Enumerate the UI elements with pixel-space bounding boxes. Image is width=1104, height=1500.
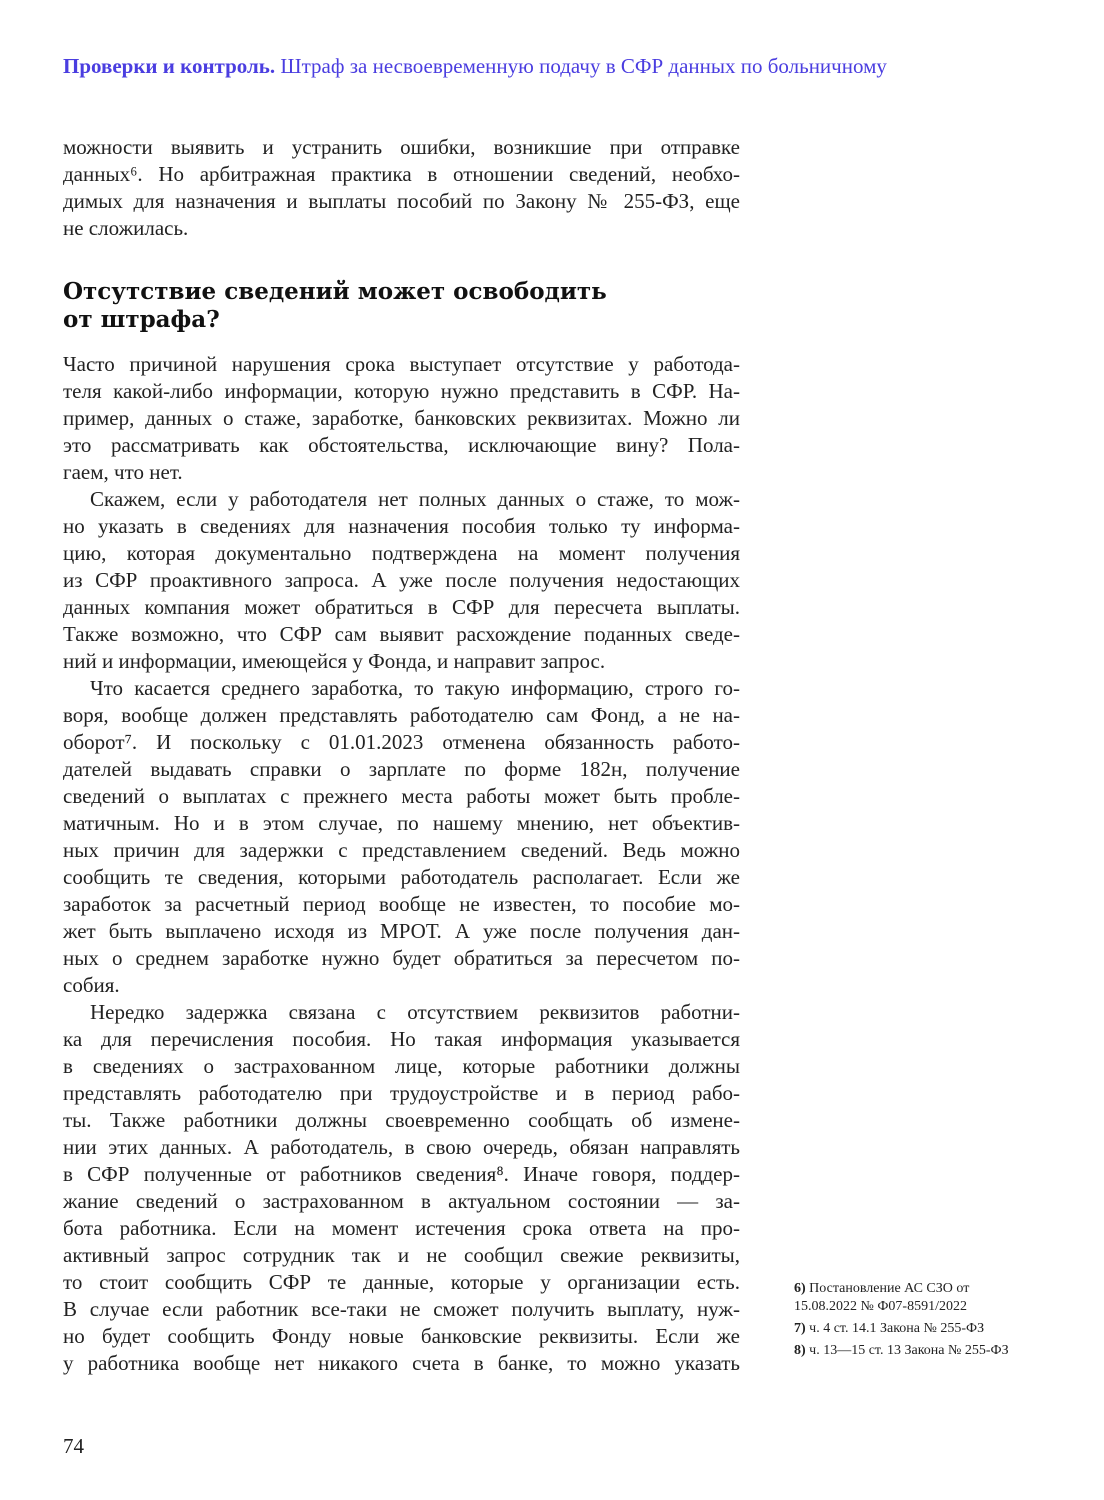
header-title: Штраф за несвоевременную подачу в СФР данных по больничному xyxy=(280,54,887,78)
text-line: но будет сообщить Фонду новые банковские реквизиты. Если же xyxy=(63,1324,740,1348)
paragraph xyxy=(63,675,740,999)
paragraph xyxy=(63,351,740,486)
text-line: активный запрос сотрудник так и не сообщил свежие реквизиты, xyxy=(63,1243,740,1267)
text-line: сообщить те сведения, которыми работодатель располагает. Если же xyxy=(63,865,740,889)
text-line: ных причин для задержки с представлением сведений. Ведь можно xyxy=(63,838,740,862)
text-line: данных компания может обратиться в СФР для пересчета выплаты. xyxy=(63,595,740,619)
text-line: нии этих данных. А работодатель, в свою очередь, обязан направлять xyxy=(63,1135,740,1159)
heading-line: Отсутствие сведений может освободить xyxy=(63,278,607,305)
text-line: Что касается среднего заработка, то такую информацию, строго го- xyxy=(90,676,740,700)
text-line: Часто причиной нарушения срока выступает отсутствие у работода- xyxy=(63,352,740,376)
text-line: но указать в сведениях для назначения пособия только ту информа- xyxy=(63,514,740,538)
text-line: гаем, что нет. xyxy=(63,460,183,484)
paragraph xyxy=(63,486,740,675)
text-line: ных о среднем заработке нужно будет обратиться за пересчетом по- xyxy=(63,946,740,970)
body-text xyxy=(63,351,740,1377)
footnote-text: ч. 13—15 ст. 13 Закона № 255-ФЗ xyxy=(809,1343,1009,1358)
text-line: собия. xyxy=(63,973,120,997)
text-line: сведений о выплатах с прежнего места работы может быть пробле- xyxy=(63,784,740,808)
text-line: цию, которая документально подтверждена на момент получения xyxy=(63,541,740,565)
footnotes xyxy=(794,1280,1034,1364)
text-line: ний и информации, имеющейся у Фонда, и направит запрос. xyxy=(63,649,606,673)
text-line: матичным. Но и в этом случае, по нашему мнению, нет объектив- xyxy=(63,811,740,835)
text-line: заработок за расчетный период вообще не известен, то пособие мо- xyxy=(63,892,740,916)
text-line: оборот⁷. И поскольку с 01.01.2023 отменена обязанность работо- xyxy=(63,730,740,754)
footnote-text: ч. 4 ст. 14.1 Закона № 255-ФЗ xyxy=(809,1321,985,1336)
paragraph xyxy=(63,999,740,1377)
text-line: Нередко задержка связана с отсутствием реквизитов работни- xyxy=(90,1000,740,1024)
text-line: димых для назначения и выплаты пособий по Закону № 255-ФЗ, еще xyxy=(63,189,740,213)
footnote-number: 7) xyxy=(794,1321,810,1336)
text-line: теля какой-либо информации, которую нужно представить в СФР. На- xyxy=(63,379,740,403)
text-line: бота работника. Если на момент истечения срока ответа на про- xyxy=(63,1216,740,1240)
text-line: из СФР проактивного запроса. А уже после получения недостающих xyxy=(63,568,740,592)
footnote xyxy=(794,1342,1034,1360)
text-line: то стоит сообщить СФР те данные, которые у организации есть. xyxy=(63,1270,740,1294)
text-line: пример, данных о стаже, заработке, банковских реквизитах. Можно ли xyxy=(63,406,740,430)
footnote xyxy=(794,1320,1034,1338)
section-heading xyxy=(63,278,740,334)
text-line: жет быть выплачено исходя из МРОТ. А уже после получения дан- xyxy=(63,919,740,943)
text-line: Скажем, если у работодателя нет полных данных о стаже, то мож- xyxy=(90,487,740,511)
text-line: В случае если работник все-таки не сможет получить выплату, нуж- xyxy=(63,1297,740,1321)
text-line: это рассматривать как обстоятельства, исключающие вину? Пола- xyxy=(63,433,740,457)
running-header xyxy=(63,54,887,79)
page-number: 74 xyxy=(63,1434,84,1458)
text-line: в сведениях о застрахованном лице, которые работники должны xyxy=(63,1054,740,1078)
footnote-number: 8) xyxy=(794,1343,810,1358)
text-line: жание сведений о застрахованном в актуальном состоянии — за- xyxy=(63,1189,740,1213)
text-line: дателей выдавать справки о зарплате по форме 182н, получение xyxy=(63,757,740,781)
intro-paragraph xyxy=(63,134,740,242)
text-line: у работника вообще нет никакого счета в банке, то можно указать xyxy=(63,1351,740,1375)
text-line: воря, вообще должен представлять работодателю сам Фонд, а не на- xyxy=(63,703,740,727)
text-line: не сложилась. xyxy=(63,216,189,240)
text-line: ты. Также работники должны своевременно сообщать об измене- xyxy=(63,1108,740,1132)
text-line: можности выявить и устранить ошибки, возникшие при отправке xyxy=(63,135,740,159)
footnote xyxy=(794,1280,1034,1316)
footnote-text: Постановление АС СЗО от 15.08.2022 № Ф07-8591/2022 xyxy=(794,1281,970,1314)
text-line: представлять работодателю при трудоустройстве и в период рабо- xyxy=(63,1081,740,1105)
heading-line: от штрафа? xyxy=(63,306,220,333)
text-line: ка для перечисления пособия. Но такая информация указывается xyxy=(63,1027,740,1051)
footnote-number: 6) xyxy=(794,1281,810,1296)
text-line: Также возможно, что СФР сам выявит расхождение поданных сведе- xyxy=(63,622,740,646)
text-line: данных⁶. Но арбитражная практика в отношении сведений, необхо- xyxy=(63,162,740,186)
header-section: Проверки и контроль. xyxy=(63,54,276,78)
text-line: в СФР полученные от работников сведения⁸. Иначе говоря, поддер- xyxy=(63,1162,740,1186)
